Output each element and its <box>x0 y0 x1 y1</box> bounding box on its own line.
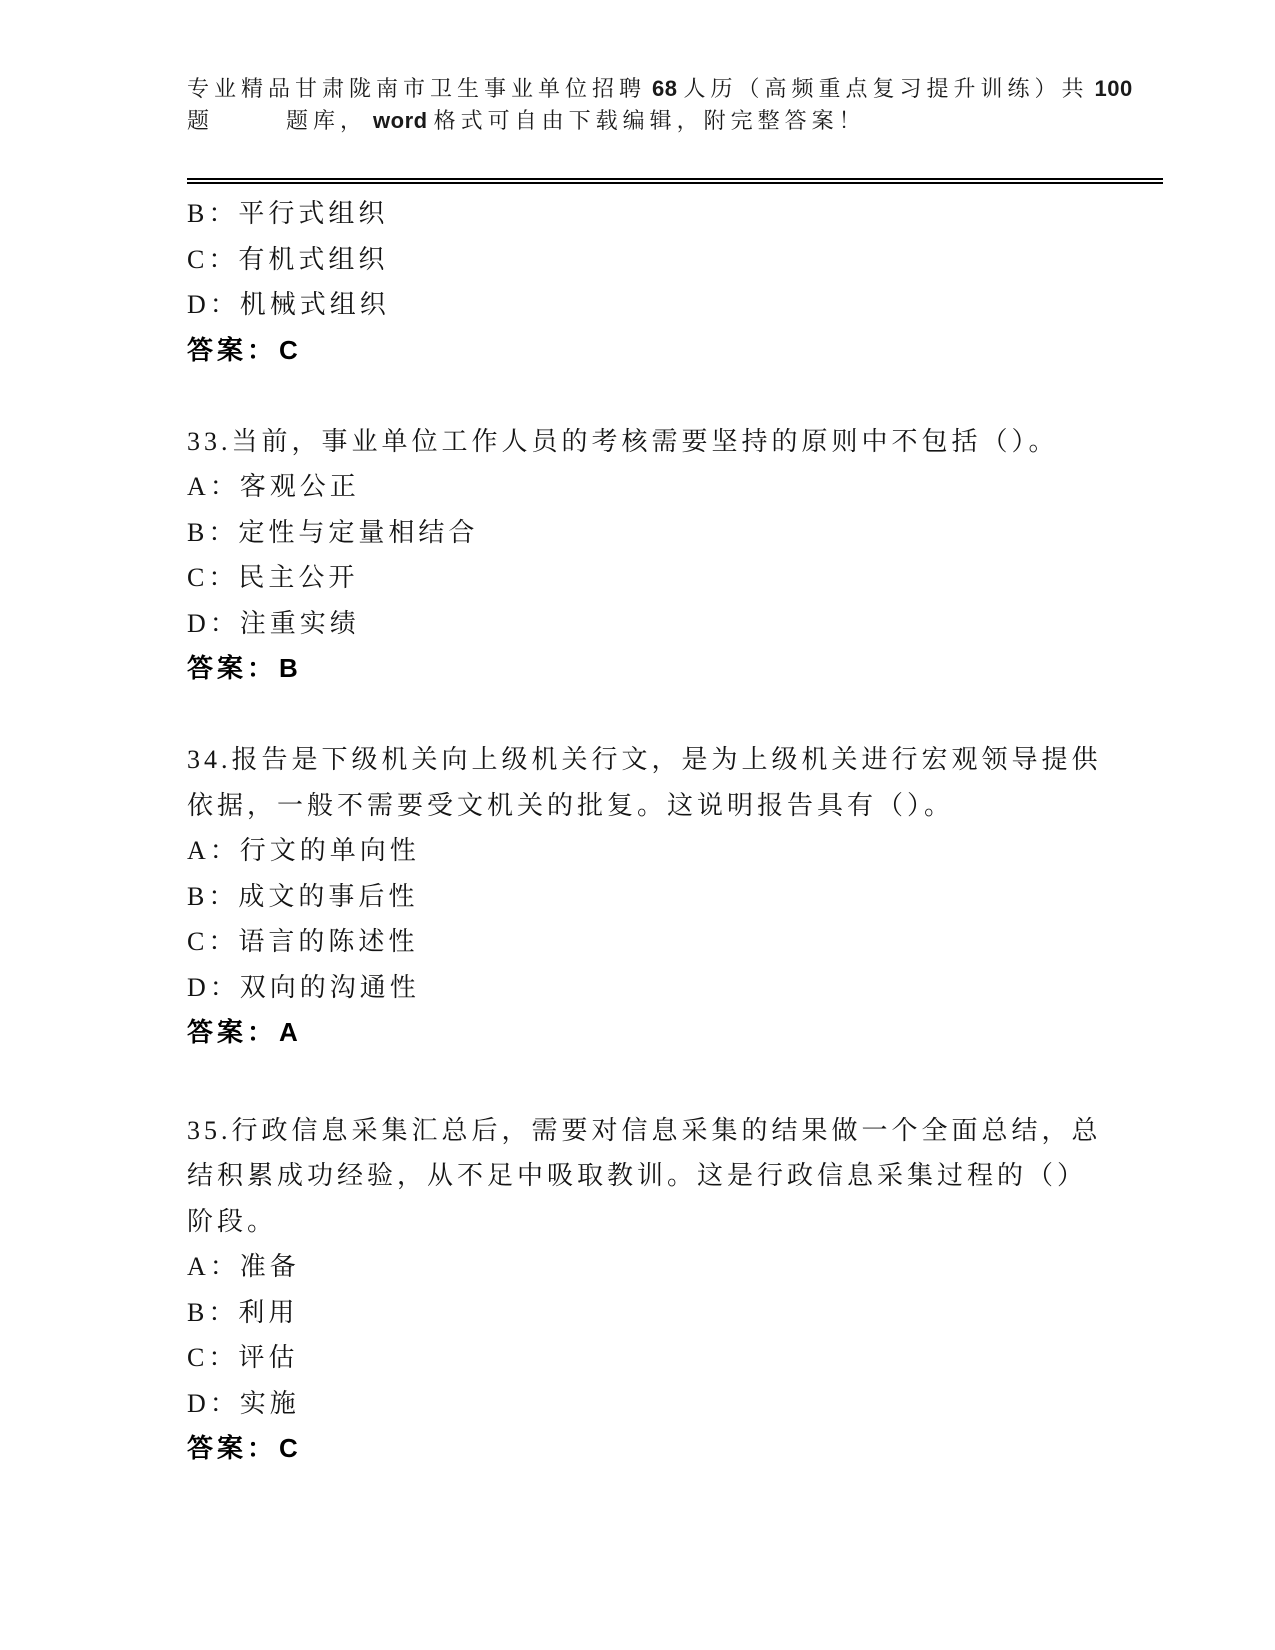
answer-value: C <box>279 1433 302 1463</box>
answer-value: C <box>279 334 302 365</box>
answer-value: B <box>279 653 302 683</box>
question-text-line-1: 34.报告是下级机关向上级机关行文，是为上级机关进行宏观领导提供 <box>187 745 1102 774</box>
question-text-line-2: 依据，一般不需要受文机关的批复。这说明报告具有（）。 <box>187 790 955 820</box>
header-number: 100 <box>1094 76 1133 101</box>
header-line-1 <box>187 73 1163 105</box>
header-text: 格式可自由下载编辑，附完整答案！ <box>433 108 866 133</box>
header-word-label: word <box>373 108 428 133</box>
question-text: 33.当前，事业单位工作人员的考核需要坚持的原则中不包括（）。 <box>187 426 1059 456</box>
option-d: D：双向的沟通性 <box>187 972 420 1002</box>
option-a: A：准备 <box>187 1252 300 1281</box>
question-block-33 <box>187 419 1163 692</box>
option-c: C：有机式组织 <box>187 244 389 274</box>
option-d: D：机械式组织 <box>187 290 390 319</box>
header-number: 68 <box>652 76 678 101</box>
answer-line <box>187 646 1163 692</box>
answer-value: A <box>279 1017 302 1047</box>
header-text: 题 <box>187 108 215 133</box>
answer-line <box>187 1010 1163 1056</box>
option-c: C：民主公开 <box>187 563 359 592</box>
question-block-32-continuation <box>187 191 1163 373</box>
header-divider <box>187 178 1163 184</box>
option-b: B：平行式组织 <box>187 199 389 228</box>
answer-line <box>187 1426 1163 1472</box>
option-a: A：行文的单向性 <box>187 836 420 865</box>
header-text: 专业精品甘肃陇南市卫生事业单位招聘 <box>187 76 647 101</box>
option-b: B：定性与定量相结合 <box>187 517 479 547</box>
option-d: D：实施 <box>187 1388 300 1418</box>
option-c: C：评估 <box>187 1343 299 1372</box>
question-text-line-3: 阶段。 <box>187 1206 278 1236</box>
question-text-line-1: 35.行政信息采集汇总后，需要对信息采集的结果做一个全面总结，总 <box>187 1115 1102 1145</box>
question-block-35 <box>187 1108 1163 1472</box>
page-content <box>187 0 1163 1472</box>
option-a: A：客观公正 <box>187 472 360 501</box>
header-text: 人历（高频重点复习提升训练）共 <box>683 76 1089 101</box>
option-c: C：语言的陈述性 <box>187 927 419 956</box>
answer-label: 答案： <box>187 335 278 365</box>
header-text: 题库， <box>286 108 368 133</box>
option-b: B：成文的事后性 <box>187 881 419 911</box>
answer-line <box>187 328 1163 374</box>
page-header <box>187 0 1163 137</box>
answer-label: 答案： <box>187 654 278 683</box>
header-line-2 <box>187 105 1163 137</box>
question-block-34 <box>187 737 1163 1056</box>
answer-label: 答案： <box>187 1434 278 1463</box>
option-d: D：注重实绩 <box>187 608 360 638</box>
question-text-line-2: 结积累成功经验，从不足中吸取教训。这是行政信息采集过程的（） <box>187 1161 1088 1190</box>
option-b: B：利用 <box>187 1297 299 1327</box>
answer-label: 答案： <box>187 1018 278 1047</box>
